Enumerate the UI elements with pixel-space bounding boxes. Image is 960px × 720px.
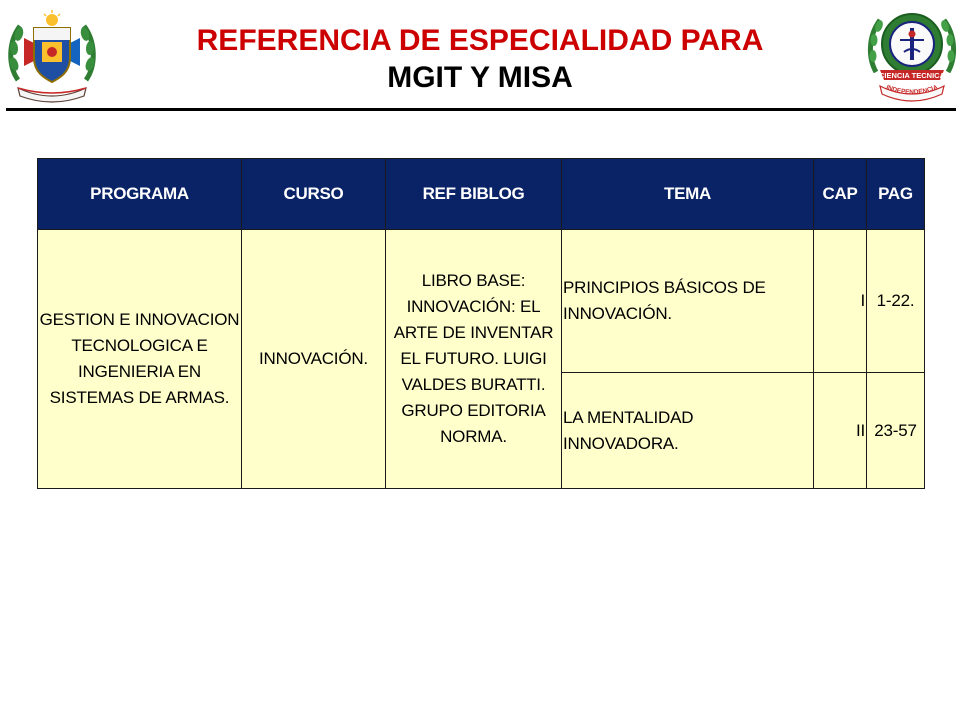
cell-tema: PRINCIPIOS BÁSICOS DE INNOVACIÓN. [562,230,814,373]
page-title [110,22,850,96]
cell-curso: INNOVACIÓN. [242,230,386,489]
col-header-ref-biblog: REF BIBLOG [386,159,562,230]
institutional-seal-icon [866,6,958,104]
seal-ribbon-text: CIENCIA TECNICA [879,71,945,80]
col-header-pag: PAG [867,159,925,230]
table-header-row [38,159,925,230]
table-row [38,230,925,373]
cell-pag: 1-22. [867,230,925,373]
seal-bottom-text: INDEPENDENCIA [885,84,939,97]
col-header-tema: TEMA [562,159,814,230]
col-header-programa: PROGRAMA [38,159,242,230]
reference-table [37,158,925,489]
cell-programa: GESTION E INNOVACION TECNOLOGICA E INGENIERIA EN SISTEMAS DE ARMAS. [38,230,242,489]
cell-tema: LA MENTALIDAD INNOVADORA. [562,373,814,489]
cell-cap: II [814,373,867,489]
col-header-curso: CURSO [242,159,386,230]
cell-cap: I [814,230,867,373]
cell-pag: 23-57 [867,373,925,489]
title-line-1: REFERENCIA DE ESPECIALIDAD PARA [196,24,764,57]
title-line-2: MGIT Y MISA [387,61,573,94]
military-coat-of-arms-icon [4,8,100,104]
col-header-cap: CAP [814,159,867,230]
header-divider [6,108,956,111]
cell-ref-biblog: LIBRO BASE: INNOVACIÓN: EL ARTE DE INVENTAR EL FUTURO. LUIGI VALDES BURATTI. GRUPO EDITORIA NORMA. [386,230,562,489]
